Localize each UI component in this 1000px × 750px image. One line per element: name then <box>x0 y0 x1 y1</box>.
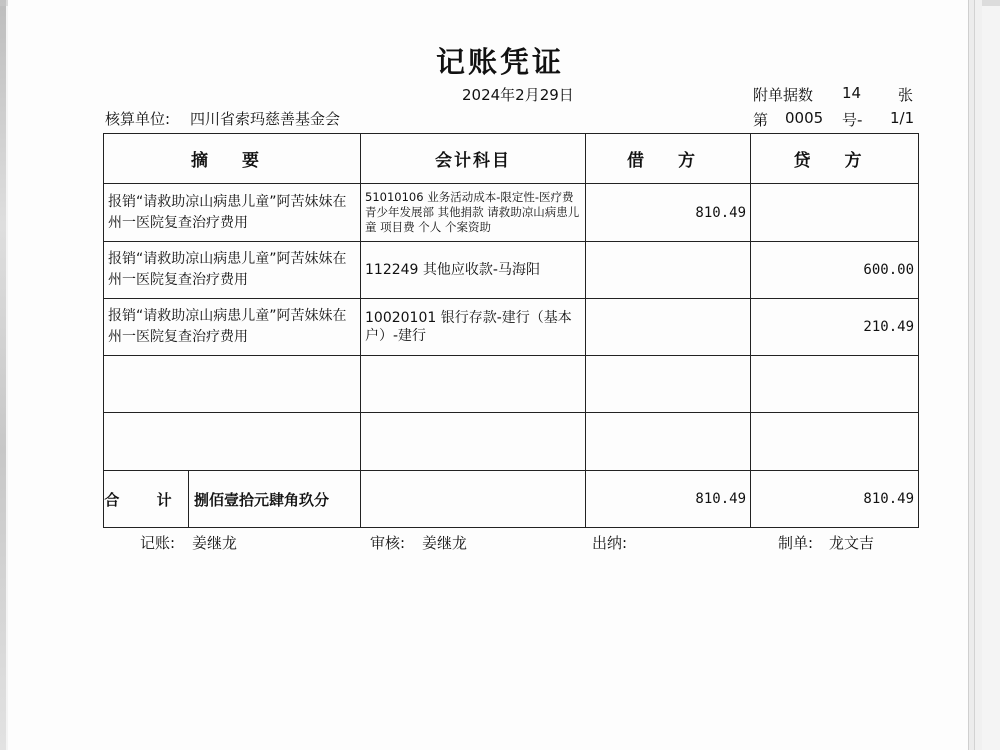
voucher-title: 记账凭证 <box>435 45 564 79</box>
row-debit <box>586 356 751 413</box>
row-debit <box>586 413 751 471</box>
header-credit: 贷 方 <box>751 134 919 184</box>
voucher-no-suffix: 号- <box>842 111 863 129</box>
row-summary <box>104 413 361 471</box>
header-row <box>104 134 919 184</box>
attachments-count: 14 <box>842 84 862 102</box>
row-account: 51010106 业务活动成本-限定性-医疗费 青少年发展部 其他捐款 请救助凉山病患儿童 项目费 个人 个案资助 <box>361 184 586 242</box>
scan-edge-left <box>0 0 6 750</box>
row-credit: 600.00 <box>751 242 919 299</box>
table-row <box>104 299 919 356</box>
row-debit <box>586 299 751 356</box>
table-row <box>104 242 919 299</box>
row-credit <box>751 413 919 471</box>
attachments-label: 附单据数 <box>753 86 814 104</box>
header-debit: 借 方 <box>586 134 751 184</box>
reviewer-label: 审核: <box>370 534 406 552</box>
total-label: 合 计 <box>104 471 189 527</box>
row-account: 112249 其他应收款-马海阳 <box>361 242 586 299</box>
table-row <box>104 184 919 242</box>
voucher-date: 2024年2月29日 <box>462 86 574 104</box>
header-account: 会计科目 <box>361 134 586 184</box>
total-debit: 810.49 <box>586 471 751 528</box>
total-spacer <box>361 471 586 528</box>
total-cell <box>104 471 361 528</box>
header-summary: 摘 要 <box>104 134 361 184</box>
reviewer-name: 姜继龙 <box>422 534 468 552</box>
preparer-label: 制单: <box>778 534 814 552</box>
row-summary: 报销“请救助凉山病患儿童”阿苦妹妹在州一医院复查治疗费用 <box>104 299 361 356</box>
voucher-page: 1/1 <box>890 109 915 127</box>
table-row <box>104 413 919 471</box>
table-row <box>104 356 919 413</box>
row-debit: 810.49 <box>586 184 751 242</box>
row-account <box>361 413 586 471</box>
bookkeeper-label: 记账: <box>140 534 176 552</box>
preparer-name: 龙文吉 <box>829 534 875 552</box>
total-amount-words: 捌佰壹拾元肆角玖分 <box>194 490 330 509</box>
row-summary <box>104 356 361 413</box>
row-debit <box>586 242 751 299</box>
voucher-table <box>103 133 919 528</box>
unit-label: 核算单位: <box>105 110 171 128</box>
voucher-no-prefix: 第 <box>753 111 769 129</box>
cashier-label: 出纳: <box>592 534 628 552</box>
row-account: 10020101 银行存款-建行（基本户）-建行 <box>361 299 586 356</box>
unit-name: 四川省索玛慈善基金会 <box>190 110 341 128</box>
bookkeeper-name: 姜继龙 <box>192 534 238 552</box>
attachments-unit: 张 <box>898 86 914 104</box>
row-summary: 报销“请救助凉山病患儿童”阿苦妹妹在州一医院复查治疗费用 <box>104 242 361 299</box>
row-credit <box>751 184 919 242</box>
row-credit <box>751 356 919 413</box>
row-summary: 报销“请救助凉山病患儿童”阿苦妹妹在州一医院复查治疗费用 <box>104 184 361 242</box>
row-account <box>361 356 586 413</box>
total-credit: 810.49 <box>751 471 919 528</box>
voucher-no-value: 0005 <box>785 109 824 127</box>
total-row <box>104 471 919 528</box>
row-credit: 210.49 <box>751 299 919 356</box>
